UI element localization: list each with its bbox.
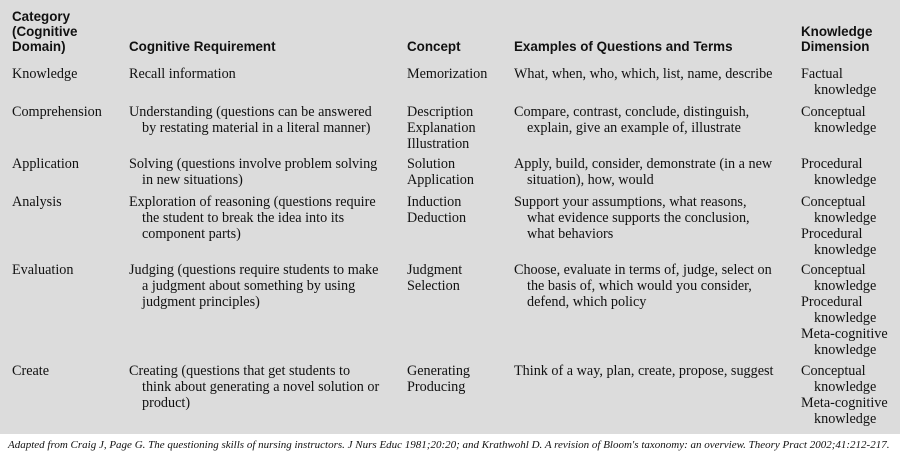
row-comprehension-category: Comprehension: [12, 104, 102, 120]
row-application-concept: [407, 156, 474, 188]
dimension-line: knowledge: [814, 120, 877, 136]
requirement-line: product): [142, 395, 191, 411]
header-category-line: Domain): [12, 39, 66, 54]
requirement-line: Creating (questions that get students to: [129, 363, 351, 379]
row-comprehension-concept: [407, 104, 476, 152]
examples-line: the basis of, which would you consider,: [527, 278, 752, 294]
row-evaluation-examples: [514, 262, 772, 310]
concept-line: Application: [407, 172, 474, 188]
requirement-line: component parts): [142, 226, 241, 242]
row-evaluation-dimension: [801, 262, 888, 358]
requirement-line: a judgment about something by using: [142, 278, 356, 294]
examples-line: Support your assumptions, what reasons,: [514, 194, 747, 210]
examples-line: explain, give an example of, illustrate: [527, 120, 741, 136]
header-knowledge-line: Knowledge: [801, 24, 873, 39]
header-category-line: (Cognitive: [12, 24, 78, 39]
row-knowledge-examples: [514, 66, 772, 82]
row-application-category: Application: [12, 156, 79, 172]
dimension-line: Conceptual: [801, 104, 866, 120]
dimension-line: knowledge: [814, 82, 877, 98]
concept-line: Selection: [407, 278, 460, 294]
examples-line: Choose, evaluate in terms of, judge, select on: [514, 262, 772, 278]
concept-line: Explanation: [407, 120, 476, 136]
row-application-requirement: [129, 156, 377, 188]
requirement-line: judgment principles): [142, 294, 260, 310]
dimension-line: knowledge: [814, 411, 877, 427]
concept-line: Generating: [407, 363, 471, 379]
header-category-line: Category: [12, 9, 71, 24]
row-create-examples: [514, 363, 774, 379]
row-comprehension-examples: [514, 104, 749, 136]
requirement-line: Judging (questions require students to make: [129, 262, 379, 278]
concept-line: Description: [407, 104, 474, 120]
row-application-dimension: [801, 156, 876, 188]
dimension-line: Procedural: [801, 226, 863, 242]
concept-line: Producing: [407, 379, 466, 395]
dimension-line: Conceptual: [801, 194, 866, 210]
row-analysis-examples: [514, 194, 750, 242]
row-knowledge-category: Knowledge: [12, 66, 78, 82]
dimension-line: Procedural: [801, 156, 863, 172]
concept-line: Induction: [407, 194, 462, 210]
dimension-line: Meta-cognitive: [801, 395, 888, 411]
concept-line: Deduction: [407, 210, 467, 226]
header-knowledge: [801, 24, 872, 54]
requirement-line: in new situations): [142, 172, 243, 188]
row-analysis-dimension: [801, 194, 876, 258]
row-analysis-concept: [407, 194, 466, 226]
row-create-category: Create: [12, 363, 50, 379]
row-analysis-requirement: [129, 194, 376, 242]
requirement-line: by restating material in a literal manner): [142, 120, 371, 136]
header-requirement: Cognitive Requirement: [129, 39, 276, 54]
examples-line: what behaviors: [527, 226, 614, 242]
row-knowledge-concept: [407, 66, 487, 82]
examples-line: defend, which policy: [527, 294, 647, 310]
row-analysis-category: Analysis: [12, 194, 62, 210]
header-concept: Concept: [407, 39, 461, 54]
examples-line: Apply, build, consider, demonstrate (in a new: [514, 156, 773, 172]
concept-line: Judgment: [407, 262, 463, 278]
source-footnote: Adapted from Craig J, Page G. The questioning skills of nursing instructors. J Nurs Educ 1981;20:20; and Krathwohl D. A revision of Bloom's taxonomy: an overview. Theory Pract 2002;41:212-217.: [8, 439, 890, 451]
dimension-line: knowledge: [814, 310, 877, 326]
dimension-line: knowledge: [814, 172, 877, 188]
row-application-examples: [514, 156, 772, 188]
dimension-line: Procedural: [801, 294, 863, 310]
dimension-line: Meta-cognitive: [801, 326, 888, 342]
header-category: [12, 9, 77, 54]
dimension-line: Factual: [801, 66, 843, 82]
dimension-line: knowledge: [814, 278, 877, 294]
row-comprehension-requirement: [129, 104, 372, 136]
row-evaluation-requirement: [129, 262, 378, 310]
requirement-line: the student to break the idea into its: [142, 210, 345, 226]
row-comprehension-dimension: [801, 104, 876, 136]
concept-line: Solution: [407, 156, 456, 172]
examples-line: what evidence supports the conclusion,: [527, 210, 750, 226]
requirement-line: Exploration of reasoning (questions require: [129, 194, 376, 210]
concept-line: Illustration: [407, 136, 470, 152]
examples-line: situation), how, would: [527, 172, 654, 188]
dimension-line: knowledge: [814, 342, 877, 358]
examples-line: What, when, who, which, list, name, describe: [514, 66, 773, 82]
requirement-line: Solving (questions involve problem solving: [129, 156, 378, 172]
row-create-dimension: [801, 363, 888, 427]
requirement-line: Understanding (questions can be answered: [129, 104, 372, 120]
dimension-line: Conceptual: [801, 262, 866, 278]
row-evaluation-concept: [407, 262, 462, 294]
row-create-requirement: [129, 363, 379, 411]
examples-line: Think of a way, plan, create, propose, suggest: [514, 363, 774, 379]
dimension-line: knowledge: [814, 210, 877, 226]
requirement-line: Recall information: [129, 66, 236, 82]
header-knowledge-line: Dimension: [801, 39, 870, 54]
row-create-concept: [407, 363, 470, 395]
dimension-line: Conceptual: [801, 363, 866, 379]
concept-line: Memorization: [407, 66, 488, 82]
row-evaluation-category: Evaluation: [12, 262, 74, 278]
row-knowledge-dimension: [801, 66, 876, 98]
requirement-line: think about generating a novel solution or: [142, 379, 380, 395]
header-examples: Examples of Questions and Terms: [514, 39, 733, 54]
dimension-line: knowledge: [814, 379, 877, 395]
examples-line: Compare, contrast, conclude, distinguish,: [514, 104, 750, 120]
row-knowledge-requirement: [129, 66, 236, 82]
dimension-line: knowledge: [814, 242, 877, 258]
